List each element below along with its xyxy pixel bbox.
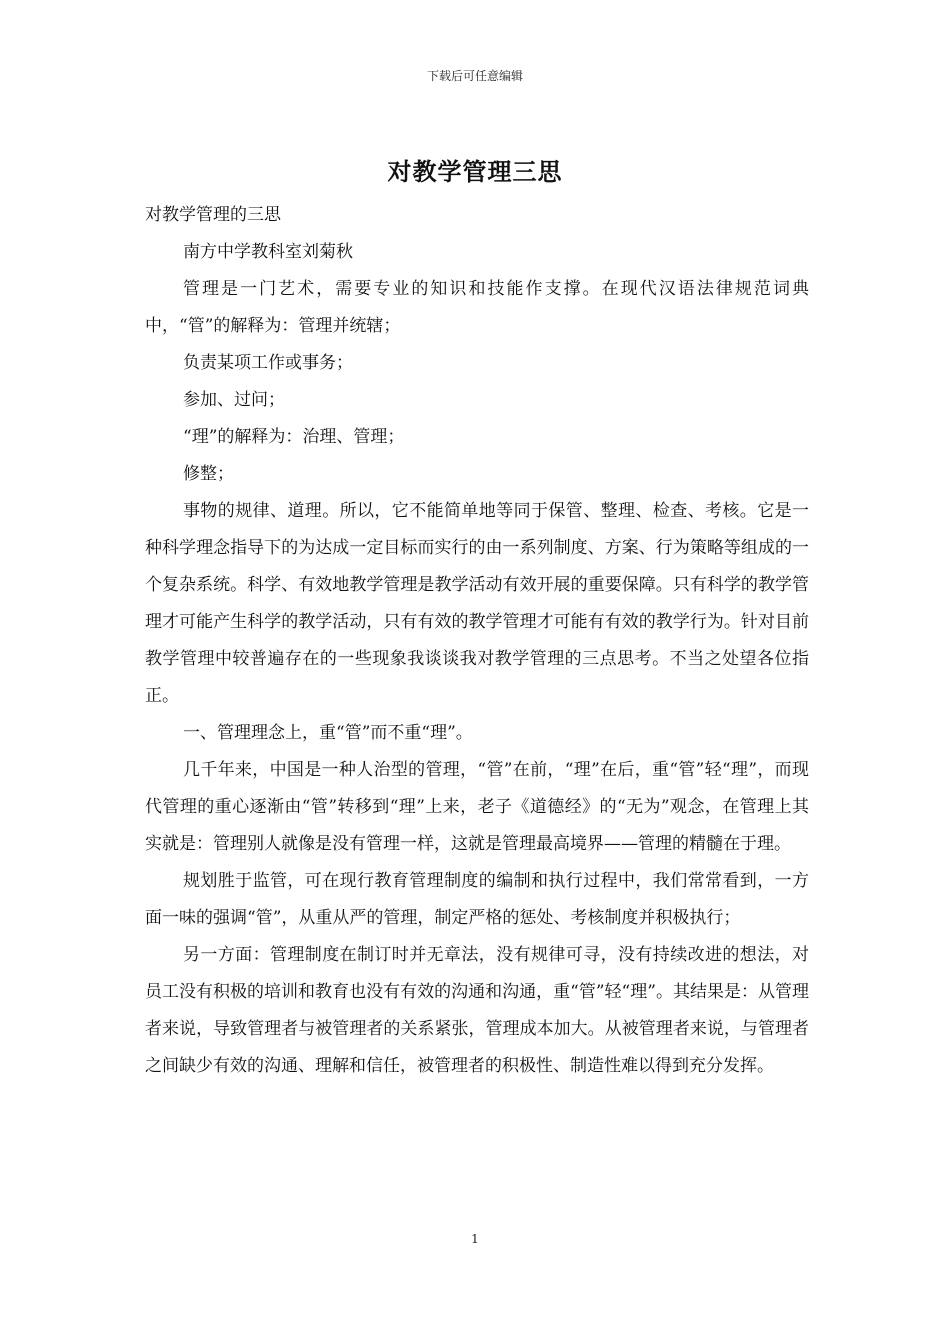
paragraph: 南方中学教科室刘菊秋 (183, 242, 353, 262)
paragraph: 事物的规律、道理。所以，它不能简单地等同于保管、整理、检查、考核。它是一种科学理念指导下的为达成一定目标而实行的由一系列制度、方案、行为策略等组成的一个复杂系统。科学、有效地教学管理是教学活动有效开展的重要保障。只有科学的教学管理才可能产生科学的教学活动，只有有效的教学管理才可能有有效的教学行为。针对目前教学管理中较普遍存在的一些现象我谈谈我对教学管理的三点思考。不当之处望各位指正。 (145, 501, 809, 706)
paragraph: “理”的解释为：治理、管理； (183, 427, 405, 447)
section-heading: 一、管理理念上，重“管”而不重“理”。 (183, 723, 473, 743)
paragraph: 参加、过问； (183, 390, 285, 410)
page-number: 1 (471, 1232, 479, 1246)
paragraph: 另一方面：管理制度在制订时并无章法，没有规律可寻，没有持续改进的想法，对员工没有积极的培训和教育也没有有效的沟通和沟通，重“管”轻“理”。其结果是：从管理者来说，导致管理者与被管理者的关系紧张，管理成本加大。从被管理者来说，与管理者之间缺少有效的沟通、理解和信任，被管理者的积极性、制造性难以得到充分发挥。 (145, 945, 809, 1076)
paragraph: 管理是一门艺术，需要专业的知识和技能作支撑。在现代汉语法律规范词典中，“管”的解释为：管理并统辖； (145, 279, 809, 336)
document-body (145, 197, 809, 1085)
header-note: 下载后可任意编辑 (426, 69, 523, 83)
paragraph: 修整； (183, 464, 234, 484)
paragraph: 负责某项工作或事务； (183, 353, 353, 373)
document-title: 对教学管理三思 (387, 157, 563, 186)
paragraph: 几千年来，中国是一种人治型的管理，“管”在前，“理”在后，重“管”轻“理”，而现代管理的重心逐渐由“管”转移到“理”上来，老子《道德经》的“无为”观念，在管理上其实就是：管理别人就像是没有管理一样，这就是管理最高境界——管理的精髓在于理。 (145, 760, 809, 854)
paragraph: 对教学管理的三思 (145, 205, 281, 225)
paragraph: 规划胜于监管，可在现行教育管理制度的编制和执行过程中，我们常常看到，一方面一味的强调“管”，从重从严的管理，制定严格的惩处、考核制度并积极执行； (145, 871, 809, 928)
